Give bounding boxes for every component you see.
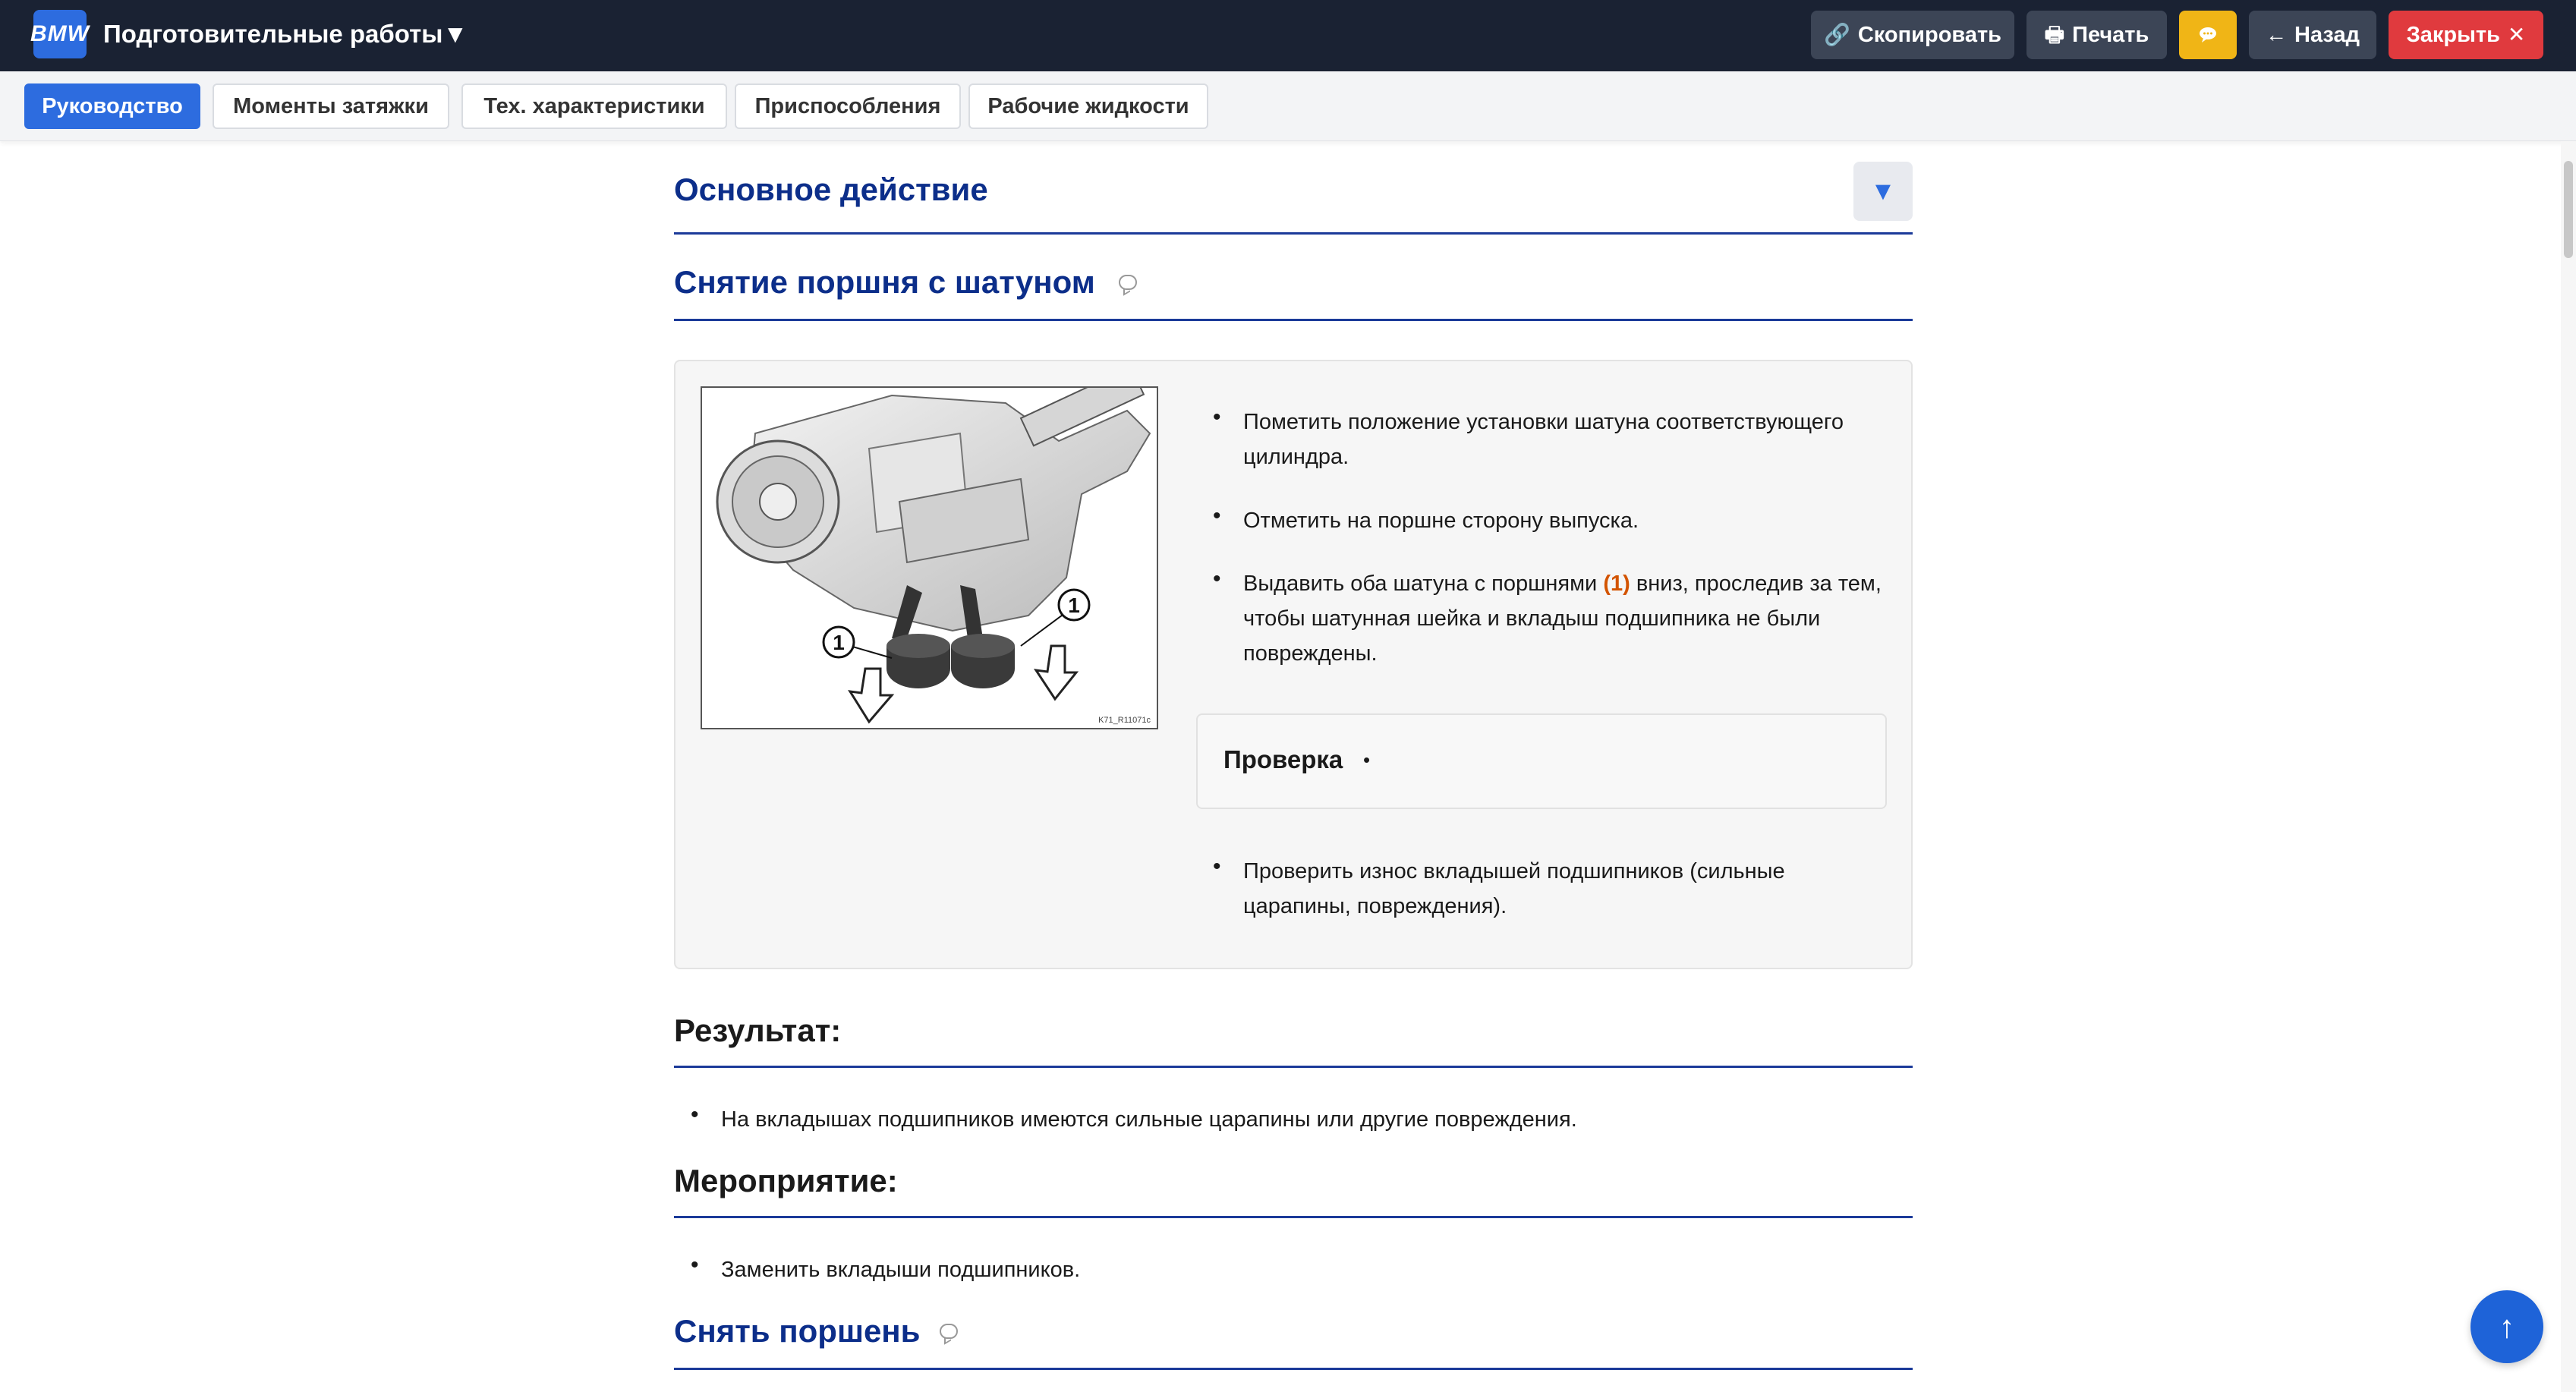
page-title-dropdown[interactable]: Подготовительные работы▼: [103, 20, 468, 48]
close-button-label: Закрыть: [2406, 22, 2500, 47]
comment-icon[interactable]: [1119, 275, 1137, 290]
triangle-down-icon: ▼: [1870, 176, 1896, 206]
back-button[interactable]: [2249, 11, 2376, 59]
tab-specs[interactable]: Тех. характеристики: [461, 83, 727, 129]
callout-1-right: 1: [1068, 594, 1080, 617]
link-icon: 🔗: [1823, 23, 1850, 46]
result-divider: [674, 1066, 1913, 1068]
check-box: [1196, 713, 1887, 809]
tab-bar: [0, 71, 2576, 141]
scrollbar-track[interactable]: [2561, 141, 2576, 1392]
step-divider: [674, 319, 1913, 321]
step-title: Снятие поршня с шатуном: [674, 264, 1095, 300]
result-bullet: • На вкладышах подшипников имеются сильные царапины или другие повреждения.: [721, 1102, 1860, 1137]
arrow-left-icon: ←: [2266, 23, 2287, 46]
copy-button[interactable]: [1811, 11, 2014, 59]
bmw-logo: BMW: [33, 10, 87, 58]
tab-torque[interactable]: Моменты затяжки: [213, 83, 449, 129]
chat-button[interactable]: [2179, 11, 2237, 59]
tab-manual[interactable]: Руководство: [24, 83, 200, 129]
close-icon: ✕: [2507, 23, 2526, 46]
result-title: Результат:: [674, 1013, 842, 1048]
step-bullet-1: • Пометить положение установки шатуна соответствующего цилиндра.: [1243, 405, 1866, 474]
back-button-label: Назад: [2294, 22, 2360, 47]
tab-fluids[interactable]: Рабочие жидкости: [968, 83, 1208, 129]
engine-drawing: [702, 388, 1157, 728]
figure-caption: K71_R11071c: [1098, 716, 1151, 725]
step-2-title: Снять поршень: [674, 1313, 921, 1349]
section-divider: [674, 232, 1913, 235]
measure-divider: [674, 1216, 1913, 1218]
measure-title: Мероприятие:: [674, 1163, 898, 1198]
comment-icon-2[interactable]: [940, 1324, 958, 1339]
print-button-label: Печать: [2072, 22, 2149, 47]
step-bullet-2: • Отметить на поршне сторону выпуска.: [1243, 503, 1866, 538]
measure-bullet: • Заменить вкладыши подшипников.: [721, 1252, 1860, 1287]
step-2-divider: [674, 1368, 1913, 1370]
arrow-up-icon: ↑: [2499, 1309, 2515, 1344]
copy-button-label: Скопировать: [1857, 22, 2002, 47]
engine-illustration[interactable]: [701, 386, 1158, 729]
check-title: Проверка: [1223, 745, 1343, 773]
step-bullet-3-text-a: Выдавить оба шатуна с поршнями: [1243, 572, 1598, 596]
tab-tools[interactable]: Приспособления: [735, 83, 961, 129]
chat-icon: [2199, 27, 2217, 43]
scrollbar-thumb[interactable]: [2564, 161, 2573, 258]
step-bullet-3: [1243, 566, 1896, 671]
collapse-button[interactable]: [1853, 162, 1913, 221]
printer-icon: 🖶: [2044, 23, 2065, 46]
check-bullet-dot: •: [1363, 748, 1371, 771]
check-bullet: • Проверить износ вкладышей подшипников (сильные царапины, повреждения).: [1243, 854, 1896, 924]
scroll-to-top-button[interactable]: [2471, 1290, 2543, 1363]
step-bullet-3-text-b: вниз, проследив за тем, чтобы шатунная шейка и вкладыш подшипника не были повреждены.: [1243, 572, 1882, 666]
print-button[interactable]: [2026, 11, 2167, 59]
top-bar: [0, 0, 2576, 71]
callout-1-left: 1: [833, 631, 845, 654]
section-title: Основное действие: [674, 172, 988, 207]
part-reference-1[interactable]: (1): [1603, 572, 1630, 596]
close-button[interactable]: [2389, 11, 2543, 59]
